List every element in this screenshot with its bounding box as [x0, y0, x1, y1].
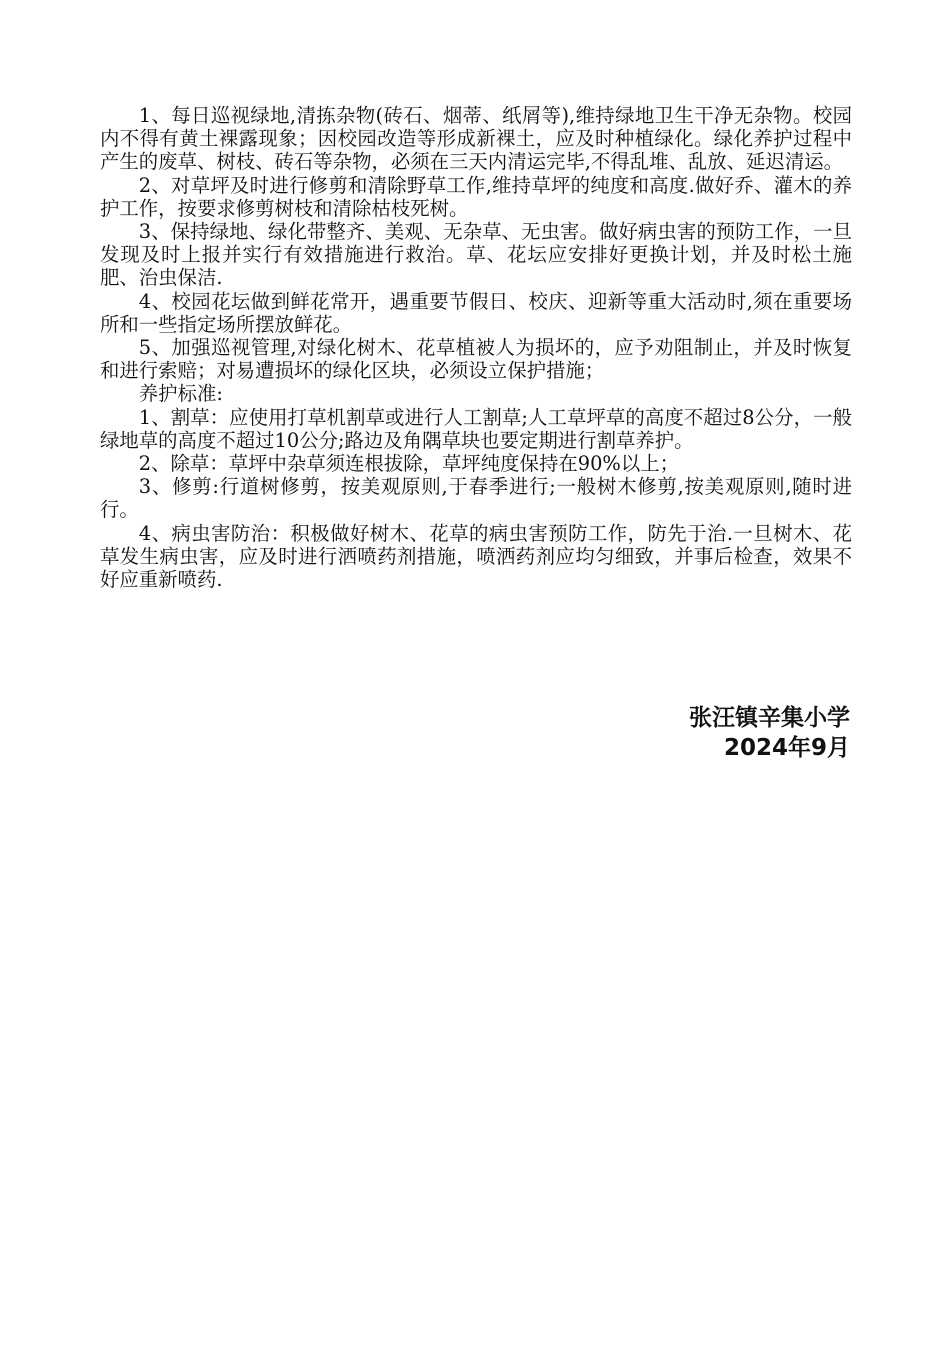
document-body — [100, 104, 852, 591]
signature-date: 2024年9月 — [723, 735, 850, 761]
paragraph-1: 1、每日巡视绿地,清拣杂物(砖石、烟蒂、纸屑等),维持绿地卫生干净无杂物。校园内不得有黄土裸露现象；因校园改造等形成新裸土，应及时种植绿化。绿化养护过程中产生的废草、树枝、砖石等杂物，必须在三天内清运完毕,不得乱堆、乱放、延迟清运。 — [100, 104, 852, 174]
signature-organization: 张汪镇辛集小学 — [689, 705, 850, 731]
signature-block — [689, 703, 850, 763]
section-heading-maintenance-standards: 养护标准: — [138, 382, 223, 406]
standard-item-4: 4、病虫害防治：积极做好树木、花草的病虫害预防工作，防先于治.一旦树木、花草发生病虫害，应及时进行洒喷药剂措施，喷洒药剂应均匀细致，并事后检查，效果不好应重新喷药. — [100, 521, 852, 592]
standard-item-1: 1、割草：应使用打草机割草或进行人工割草;人工草坪草的高度不超过8公分，一般绿地草的高度不超过10公分;路边及角隅草块也要定期进行割草养护。 — [100, 405, 852, 452]
standard-item-2: 2、除草：草坪中杂草须连根拔除，草坪纯度保持在90%以上； — [138, 452, 679, 476]
standard-item-3: 3、修剪:行道树修剪，按美观原则,于春季进行;一般树木修剪,按美观原则,随时进行。 — [100, 475, 852, 522]
paragraph-2: 2、对草坪及时进行修剪和清除野草工作,维持草坪的纯度和高度.做好乔、灌木的养护工作，按要求修剪树枝和清除枯枝死树。 — [100, 173, 852, 220]
paragraph-5: 5、加强巡视管理,对绿化树木、花草植被人为损坏的，应予劝阻制止，并及时恢复和进行索赔；对易遭损坏的绿化区块，必须设立保护措施； — [100, 336, 852, 383]
paragraph-4: 4、校园花坛做到鲜花常开，遇重要节假日、校庆、迎新等重大活动时,须在重要场所和一些指定场所摆放鲜花。 — [100, 289, 852, 336]
paragraph-3: 3、保持绿地、绿化带整齐、美观、无杂草、无虫害。做好病虫害的预防工作，一旦发现及时上报并实行有效措施进行救治。草、花坛应安排好更换计划，并及时松土施肥、治虫保洁. — [100, 220, 852, 290]
